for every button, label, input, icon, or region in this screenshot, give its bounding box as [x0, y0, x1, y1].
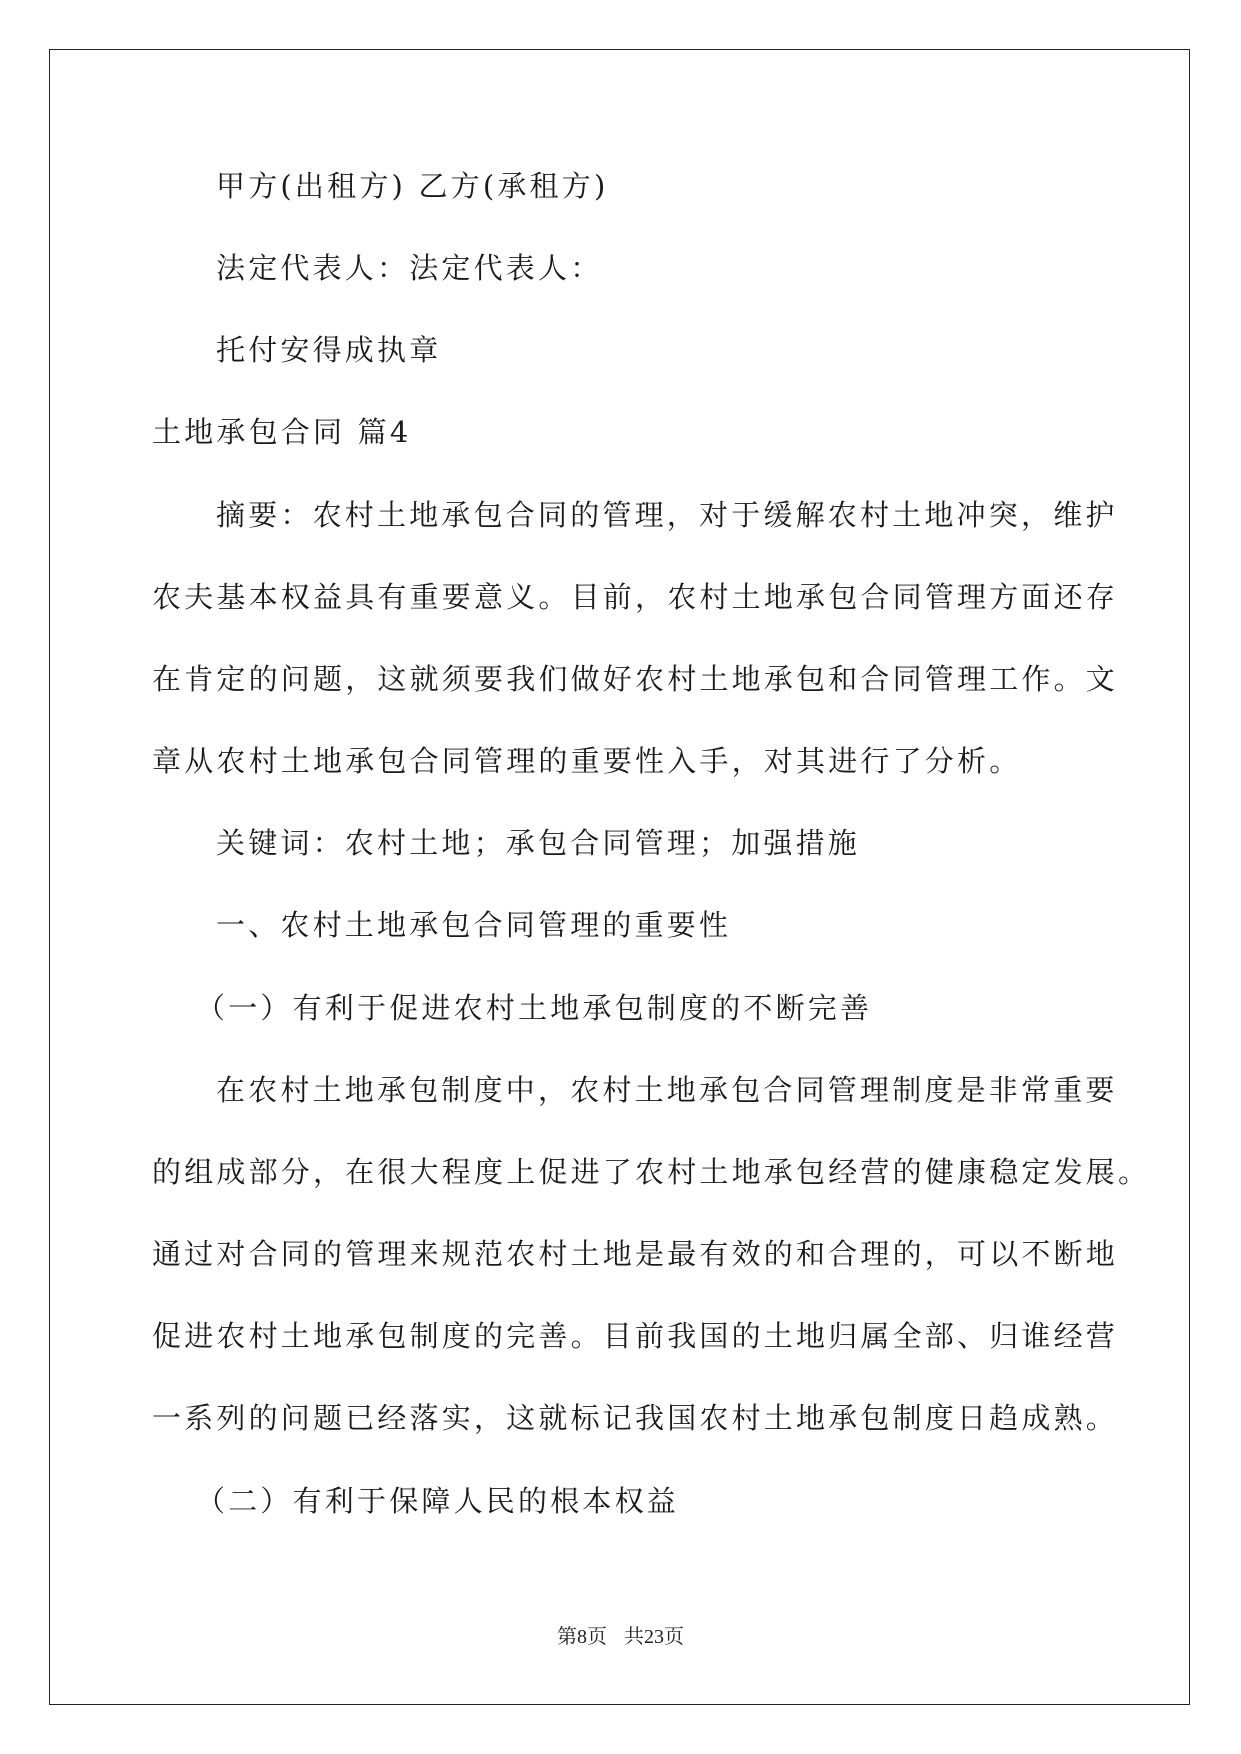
representative-line: 法定代表人：法定代表人： [216, 251, 603, 285]
paragraph-line: 一系列的问题已经落实，这就标记我国农村土地承包制度日趋成熟。 [152, 1401, 1119, 1435]
subheading-line: （二）有利于保障人民的根本权益 [196, 1484, 680, 1518]
page-footer [0, 1620, 1241, 1649]
page-border [49, 49, 1190, 1705]
paragraph-line: 章从农村土地承包合同管理的重要性入手，对其进行了分析。 [152, 744, 1022, 778]
paragraph-line: 摘要：农村土地承包合同的管理，对于缓解农村土地冲突，维护 [216, 498, 1118, 532]
subheading-line: （一）有利于促进农村土地承包制度的不断完善 [196, 991, 873, 1025]
keywords-line: 关键词：农村土地；承包合同管理；加强措施 [216, 826, 861, 860]
paragraph-line: 农夫基本权益具有重要意义。目前，农村土地承包合同管理方面还存 [152, 580, 1119, 614]
paragraph-line: 在农村土地承包制度中，农村土地承包合同管理制度是非常重要 [216, 1073, 1118, 1107]
paragraph-line: 的组成部分，在很大程度上促进了农村土地承包经营的健康稳定发展。 [152, 1155, 1151, 1189]
seal-line: 托付安得成执章 [216, 333, 442, 367]
paragraph-line: 促进农村土地承包制度的完善。目前我国的土地归属全部、归谁经营 [152, 1319, 1119, 1353]
section-title: 土地承包合同 篇4 [152, 415, 412, 449]
page-number: 第8页 [557, 1626, 607, 1648]
paragraph-line: 在肯定的问题，这就须要我们做好农村土地承包和合同管理工作。文 [152, 662, 1119, 696]
paragraph-line: 通过对合同的管理来规范农村土地是最有效的和合理的，可以不断地 [152, 1237, 1119, 1271]
page-total: 共23页 [624, 1626, 684, 1648]
party-line: 甲方(出租方) 乙方(承租方) [216, 169, 609, 203]
heading-line: 一、农村土地承包合同管理的重要性 [216, 908, 732, 942]
